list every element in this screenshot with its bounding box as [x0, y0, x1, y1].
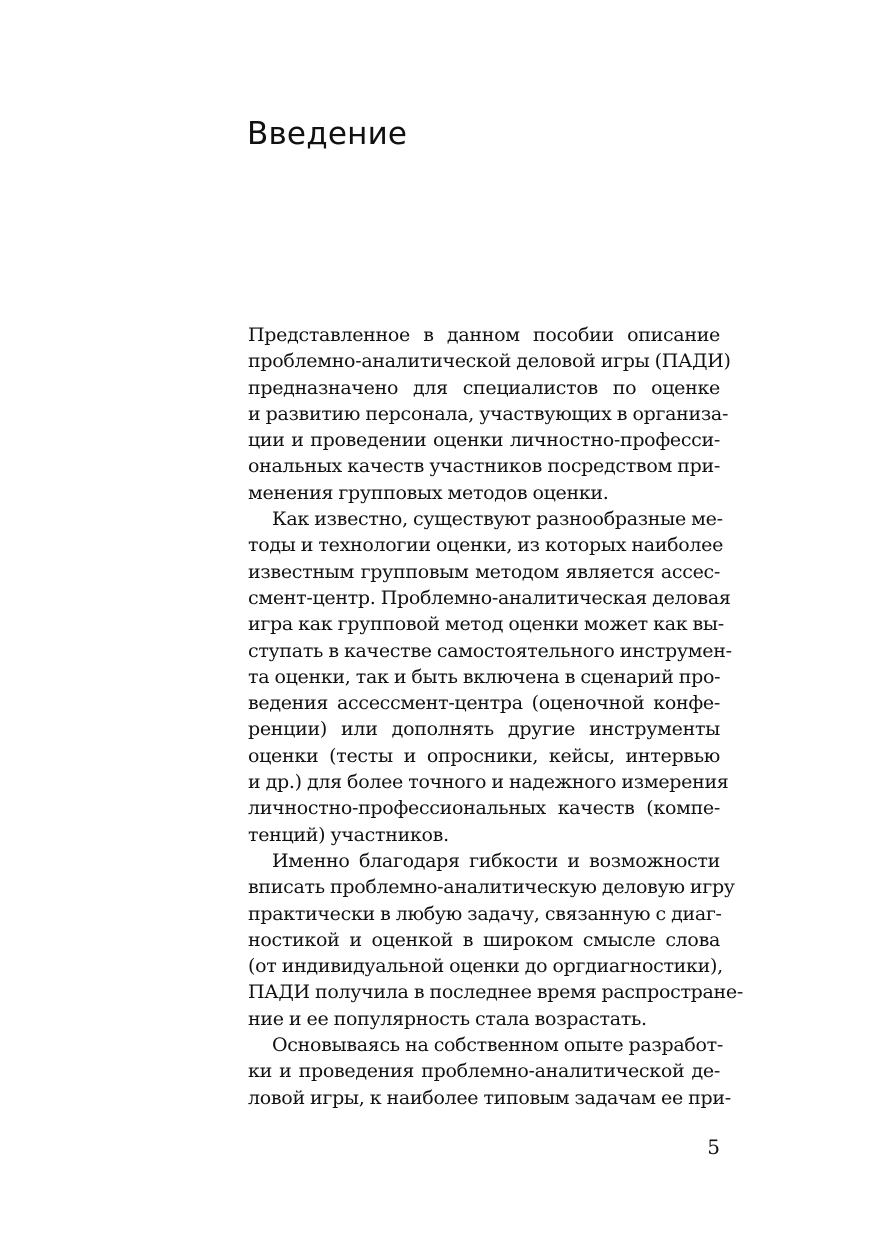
text-line: Как известно, существуют разнообразные ме-	[272, 508, 723, 531]
text-line: тенций) участников.	[248, 823, 449, 846]
text-line: личностно-профессиональных качеств (компе-	[248, 797, 720, 820]
page-title: Введение	[247, 116, 408, 152]
text-line: ональных качеств участников посредством при-	[248, 455, 720, 478]
text-line: практически в любую задачу, связанную с диаг-	[248, 902, 722, 925]
text-line: ведения ассессмент-центра (оценочной конфе-	[248, 692, 720, 715]
text-line: менения групповых методов оценки.	[248, 481, 609, 504]
text-line: смент-центр. Проблемно-аналитическая деловая	[248, 586, 731, 609]
text-line: ции и проведении оценки личностно-професси-	[248, 429, 720, 452]
text-line: известным групповым методом является ассес-	[248, 560, 720, 583]
text-line: и др.) для более точного и надежного измерения	[248, 771, 729, 794]
text-line: и развитию персонала, участвующих в организа-	[248, 402, 729, 425]
paragraph	[248, 848, 743, 1032]
paragraph	[248, 1032, 731, 1111]
body-text	[248, 322, 743, 1111]
text-line: ки и проведения проблемно-аналитической де-	[248, 1060, 720, 1083]
text-line: ние и ее популярность стала возрастать.	[248, 1007, 647, 1030]
text-line: ПАДИ получила в последнее время распростране-	[248, 981, 743, 1004]
text-line: тоды и технологии оценки, из которых наиболее	[248, 534, 724, 557]
text-line: Именно благодаря гибкости и возможности	[272, 849, 720, 872]
text-line: ренции) или дополнять другие инструменты	[248, 718, 720, 741]
text-line: (от индивидуальной оценки до оргдиагностики),	[248, 955, 723, 978]
text-line: игра как групповой метод оценки может как вы-	[248, 613, 724, 636]
text-line: оценки (тесты и опросники, кейсы, интервью	[248, 744, 720, 767]
text-line: Представленное в данном пособии описание	[248, 324, 720, 346]
text-line: предназначено для специалистов по оценке	[248, 376, 720, 399]
text-line: Основываясь на собственном опыте разработ-	[272, 1034, 723, 1057]
page-number: 5	[707, 1135, 720, 1159]
text-line: вписать проблемно-аналитическую деловую игру	[248, 876, 735, 899]
paragraph	[248, 322, 731, 506]
text-line: та оценки, так и быть включена в сценарий про-	[248, 665, 721, 688]
paragraph	[248, 506, 732, 848]
text-line: ностикой и оценкой в широком смысле слова	[248, 928, 720, 951]
text-line: ловой игры, к наиболее типовым задачам ее при-	[248, 1086, 731, 1109]
text-line: проблемно-аналитической деловой игры (ПАДИ)	[248, 350, 731, 373]
text-line: ступать в качестве самостоятельного инструмен-	[248, 639, 732, 662]
